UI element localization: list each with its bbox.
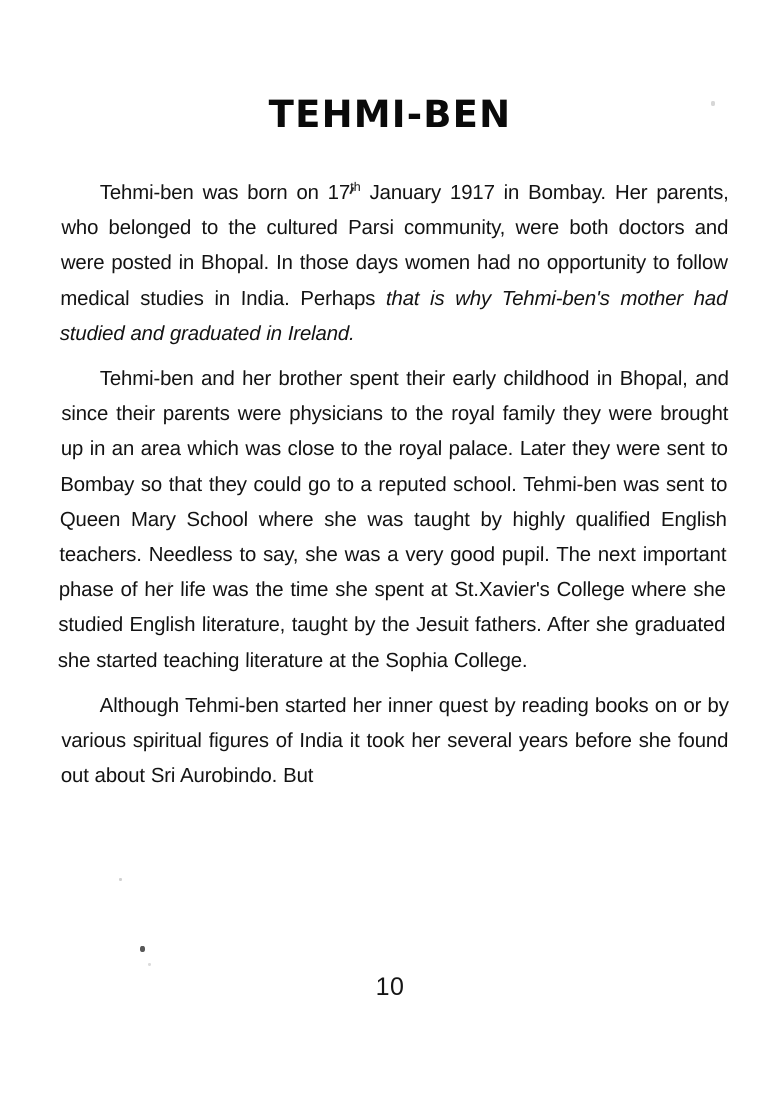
paragraph-1 bbox=[60, 176, 729, 352]
page-title: TEHMI-BEN bbox=[268, 92, 512, 136]
ordinal-suffix: th bbox=[350, 180, 361, 195]
paragraph-2: Tehmi-ben and her brother spent their early childhood in Bhopal, and since their parents were physicians to the royal family they were brought up in an area which was close to the royal palace. Later they were sent to Bombay so that they could go to a reputed school. Tehmi-ben was sent to Queen Mary School where she was taught by highly qualified English teachers. Needless to say, she was a very good pupil. The next important phase of her life was the time she spent at St.Xavier's College where she studied English literature, taught by the Jesuit fathers. After she graduated she started teaching literature at the Sophia College. bbox=[57, 368, 729, 672]
scan-speck bbox=[148, 963, 151, 966]
scan-speck bbox=[119, 878, 122, 881]
paragraph-1-mid-text: January 1917 in Bombay. Her parents, who belonged to the cultured Parsi community, were both doctors and were posted in Bhopal. In those days women had no opportunity to follow medical studies in India. Perhaps bbox=[60, 182, 729, 310]
scan-speck bbox=[140, 946, 145, 952]
paragraph-1-lead-text: Tehmi-ben was born on 17 bbox=[99, 182, 351, 204]
paragraph-3: Although Tehmi-ben started her inner quest by reading books on or by various spiritual figures of India it took her several years before she found out about Sri Aurobindo. But bbox=[60, 694, 729, 788]
body-text-column bbox=[57, 176, 729, 794]
page-number: 10 bbox=[375, 973, 405, 1001]
paragraph-1-oblique-run: that is why Tehmi-ben's mother had studied and graduated in Ireland. bbox=[59, 287, 728, 345]
